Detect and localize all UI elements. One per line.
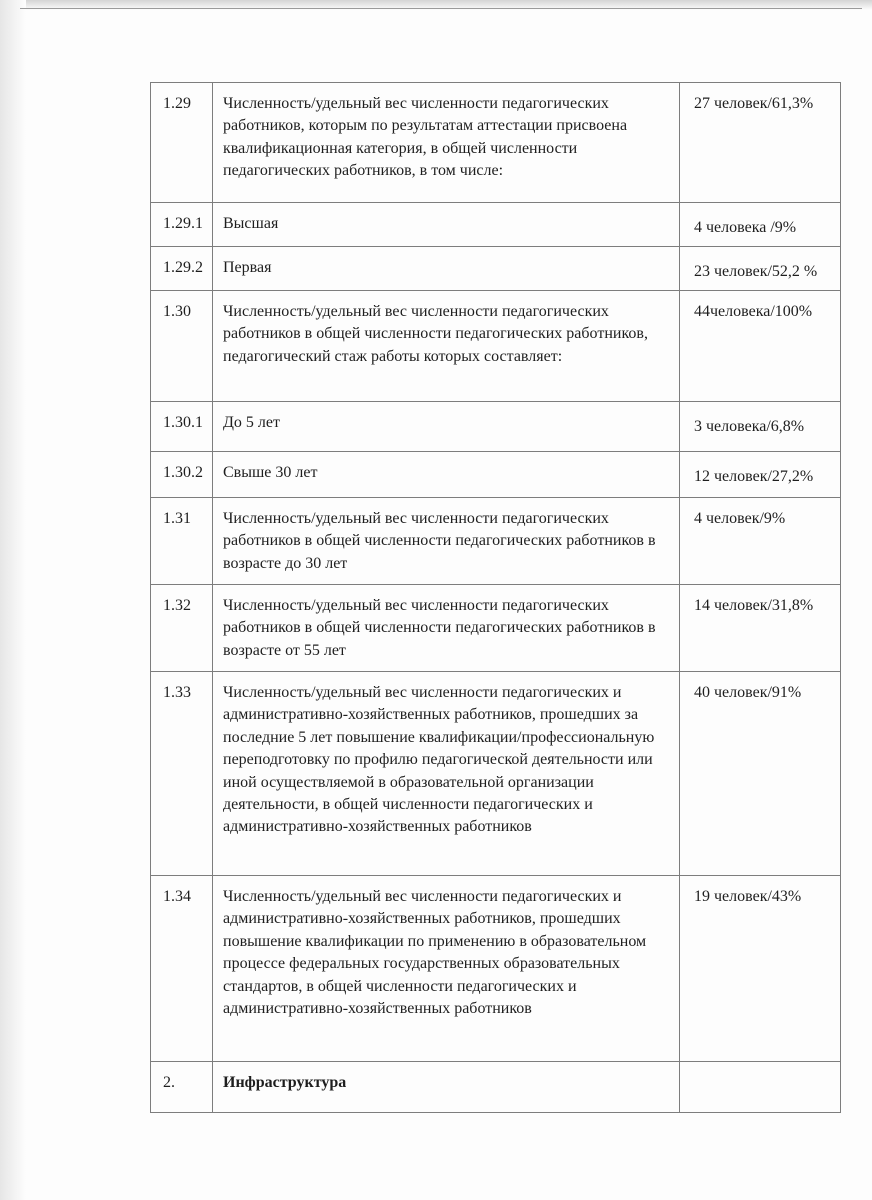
row-value: 23 человек/52,2 % [680,247,841,291]
row-number: 1.29 [151,83,213,203]
row-number: 1.30 [151,291,213,402]
row-value: 44человека/100% [680,291,841,402]
row-description: Свыше 30 лет [213,452,680,498]
row-number: 1.33 [151,672,213,876]
row-value: 4 человека /9% [680,203,841,247]
scan-edge-left [0,0,26,1200]
row-description: Численность/удельный вес численности педагогических работников в общей численности педагогических работников в возрасте до 30 лет [213,498,680,585]
row-value: 40 человек/91% [680,672,841,876]
table-row [151,876,841,1062]
table-row [151,452,841,498]
row-value [680,1062,841,1113]
table-row [151,672,841,876]
row-value: 12 человек/27,2% [680,452,841,498]
row-description: Численность/удельный вес численности педагогических и административно-хозяйственных работников, прошедших за последние 5 лет повышение квалификации/профессиональную переподготовку по профилю педагогической деятельности или иной осуществляемой в образовательной организации деятельности, в общей численности педагогических и административно-хозяйственных работников [213,672,680,876]
table-row [151,402,841,452]
section-heading: Инфраструктура [213,1062,680,1113]
table-row [151,498,841,585]
table-row [151,1062,841,1113]
row-description: До 5 лет [213,402,680,452]
table-row [151,247,841,291]
row-description: Численность/удельный вес численности педагогических работников в общей численности педагогических работников, педагогический стаж работы которых составляет: [213,291,680,402]
row-value: 14 человек/31,8% [680,585,841,672]
row-description: Первая [213,247,680,291]
table-row [151,203,841,247]
row-number: 1.30.2 [151,452,213,498]
row-value: 4 человек/9% [680,498,841,585]
row-value: 3 человека/6,8% [680,402,841,452]
row-number: 1.29.1 [151,203,213,247]
table-row [151,83,841,203]
row-description: Численность/удельный вес численности педагогических работников в общей численности педагогических работников в возрасте от 55 лет [213,585,680,672]
row-number: 1.32 [151,585,213,672]
row-value: 19 человек/43% [680,876,841,1062]
row-number: 2. [151,1062,213,1113]
row-number: 1.30.1 [151,402,213,452]
indicators-table [150,82,841,1113]
row-value: 27 человек/61,3% [680,83,841,203]
row-number: 1.31 [151,498,213,585]
row-description: Высшая [213,203,680,247]
row-description: Численность/удельный вес численности педагогических и административно-хозяйственных работников, прошедших повышение квалификации по применению в образовательном процессе федеральных государственных образовательных стандартов, в общей численности педагогических и административно-хозяйственных работников [213,876,680,1062]
table-row [151,291,841,402]
row-number: 1.34 [151,876,213,1062]
row-number: 1.29.2 [151,247,213,291]
table-row [151,585,841,672]
scan-line [20,8,862,9]
row-description: Численность/удельный вес численности педагогических работников, которым по результатам аттестации присвоена квалификационная категория, в общей численности педагогических работников, в том числе: [213,83,680,203]
